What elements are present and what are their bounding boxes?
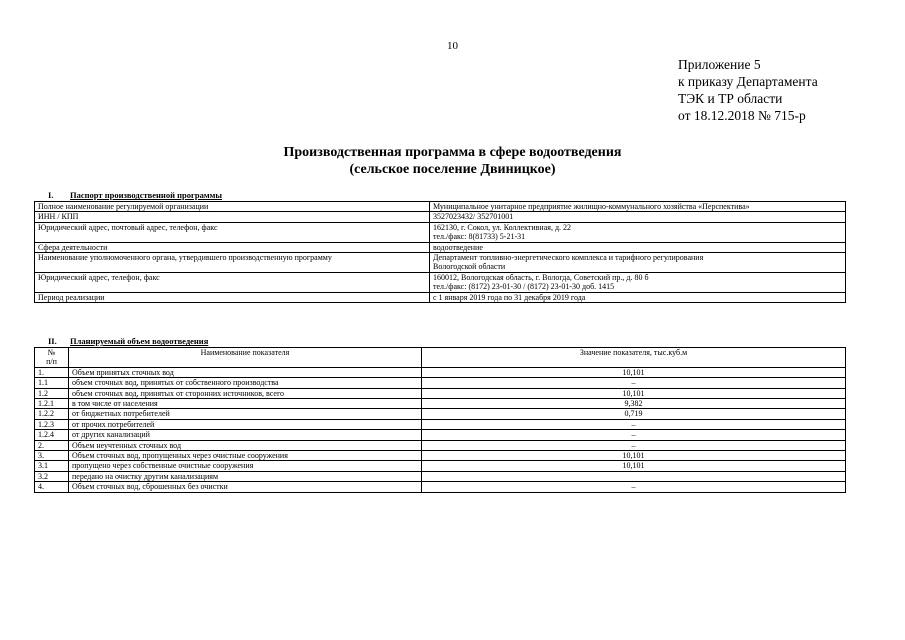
table-row: [35, 430, 846, 440]
table-row: [35, 202, 846, 212]
page-number: 10: [447, 40, 458, 52]
row-value: –: [422, 440, 846, 450]
appendix-line: Приложение 5: [678, 57, 761, 72]
appendix-line: ТЭК и ТР области: [678, 91, 783, 106]
table-header-row: [35, 348, 846, 368]
passport-value-line: 160012, Вологодская область, г. Вологда, Советский пр., д. 80 б: [433, 272, 649, 282]
table-row: [35, 388, 846, 398]
header-num-line: №: [47, 348, 56, 357]
header-num-line: п/п: [46, 357, 57, 367]
row-value: 0,719: [422, 409, 846, 419]
table-row: [35, 212, 846, 222]
header-name: Наименование показателя: [69, 348, 422, 368]
row-value: 10,101: [422, 461, 846, 471]
row-name: Объем неучтенных сточных вод: [69, 440, 422, 450]
passport-value: [430, 222, 846, 242]
row-number: 1.2.1: [35, 399, 69, 409]
passport-value: [430, 242, 846, 252]
row-name: от бюджетных потребителей: [69, 409, 422, 419]
header-num: [35, 348, 69, 368]
passport-value-line: 162130, г. Сокол, ул. Коллективная, д. 22: [433, 222, 572, 232]
row-value: –: [422, 378, 846, 388]
row-value: –: [422, 419, 846, 429]
row-name: объем сточных вод, принятых от сторонних источников, всего: [69, 388, 422, 398]
table-row: [35, 440, 846, 450]
row-number: 1.2.3: [35, 419, 69, 429]
row-number: 3.1: [35, 461, 69, 471]
passport-value-line: Муниципальное унитарное предприятие жилищно-коммунального хозяйства «Перспектива»: [433, 202, 750, 211]
section-number: II.: [48, 336, 57, 346]
row-name: пропущено через собственные очистные сооружения: [69, 461, 422, 471]
row-number: 1.2.4: [35, 430, 69, 440]
row-value: 10,101: [422, 451, 846, 461]
row-name: Объем сточных вод, пропущенных через очистные сооружения: [69, 451, 422, 461]
passport-value-line: тел./факс: (8172) 23-01-30 / (8172) 23-01-30 доб. 1415: [433, 282, 615, 292]
table-row: [35, 292, 846, 302]
volume-table: [34, 347, 846, 493]
header-value: Значение показателя, тыс.куб.м: [422, 348, 846, 368]
row-number: 3.: [35, 451, 69, 461]
table-row: [35, 242, 846, 252]
passport-label: Сфера деятельности: [35, 242, 430, 252]
passport-value: [430, 202, 846, 212]
row-number: 1.: [35, 367, 69, 377]
row-number: 1.2: [35, 388, 69, 398]
section-1-heading: [48, 190, 222, 200]
row-name: от других канализаций: [69, 430, 422, 440]
row-value: [422, 471, 846, 481]
passport-label: Юридический адрес, телефон, факс: [35, 272, 430, 292]
passport-value-line: Департамент топливно-энергетического комплекса и тарифного регулирования: [433, 253, 704, 263]
row-value: –: [422, 430, 846, 440]
row-value: –: [422, 482, 846, 492]
passport-value: [430, 272, 846, 292]
section-title: Паспорт производственной программы: [70, 190, 223, 200]
table-row: [35, 471, 846, 481]
table-row: [35, 378, 846, 388]
row-number: 3.2: [35, 471, 69, 481]
table-row: [35, 272, 846, 292]
passport-value: [430, 253, 846, 273]
appendix-block: [678, 56, 818, 124]
passport-value: [430, 292, 846, 302]
row-value: 10,101: [422, 367, 846, 377]
table-row: [35, 409, 846, 419]
row-number: 2.: [35, 440, 69, 450]
row-number: 4.: [35, 482, 69, 492]
passport-value-line: Вологодской области: [433, 262, 506, 272]
passport-label: Юридический адрес, почтовый адрес, телефон, факс: [35, 222, 430, 242]
passport-label: Полное наименование регулируемой организации: [35, 202, 430, 212]
passport-label: ИНН / КПП: [35, 212, 430, 222]
table-row: [35, 367, 846, 377]
title-line: Производственная программа в сфере водоотведения: [283, 145, 622, 160]
table-row: [35, 399, 846, 409]
section-title: Планируемый объем водоотведения: [70, 336, 209, 346]
row-name: объем сточных вод, принятых от собственного производства: [69, 378, 422, 388]
appendix-line: от 18.12.2018 № 715-р: [678, 108, 806, 123]
appendix-line: к приказу Департамента: [678, 74, 818, 89]
row-name: Объем принятых сточных вод: [69, 367, 422, 377]
row-name: Объем сточных вод, сброшенных без очистки: [69, 482, 422, 492]
row-name: от прочих потребителей: [69, 419, 422, 429]
table-row: [35, 253, 846, 273]
row-name: в том числе от населения: [69, 399, 422, 409]
row-value: 10,101: [422, 388, 846, 398]
table-row: [35, 451, 846, 461]
table-row: [35, 222, 846, 242]
row-name: передано на очистку другим канализациям: [69, 471, 422, 481]
passport-label: Наименование уполномоченного органа, утвердившего производственную программу: [35, 253, 430, 273]
section-number: I.: [48, 190, 54, 200]
passport-value-line: водоотведение: [433, 242, 483, 252]
table-row: [35, 482, 846, 492]
table-row: [35, 461, 846, 471]
passport-value: [430, 212, 846, 222]
passport-label: Период реализации: [35, 292, 430, 302]
row-number: 1.1: [35, 378, 69, 388]
passport-table: [34, 201, 846, 303]
document-title: [0, 144, 905, 178]
title-subtitle: (сельское поселение Двиницкое): [349, 162, 556, 177]
row-value: 9,382: [422, 399, 846, 409]
passport-value-line: с 1 января 2019 года по 31 декабря 2019 года: [433, 292, 586, 302]
row-number: 1.2.2: [35, 409, 69, 419]
passport-value-line: тел./факс: 8(81733) 5-21-31: [433, 232, 526, 242]
section-2-heading: [48, 336, 208, 346]
passport-value-line: 3527023432/ 352701001: [433, 212, 514, 222]
table-row: [35, 419, 846, 429]
